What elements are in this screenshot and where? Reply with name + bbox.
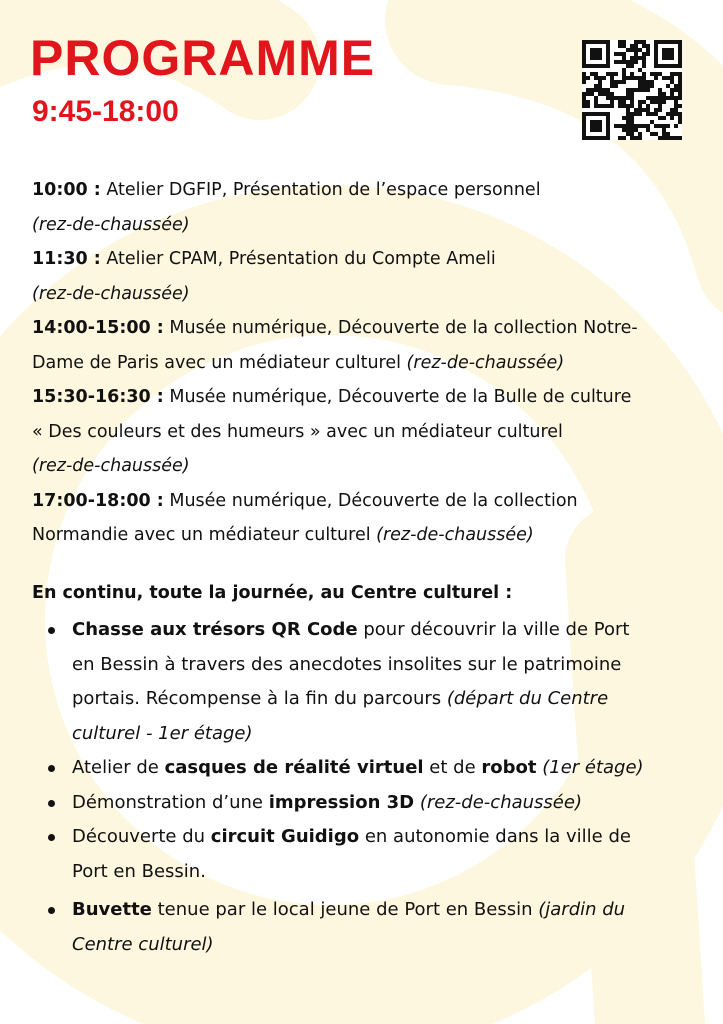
bullet-icon	[48, 834, 55, 841]
schedule-location: (rez-de-chaussée)	[32, 456, 190, 476]
schedule-entry	[32, 173, 692, 242]
schedule-text: Musée numérique, Découverte de la collection Notre-	[169, 318, 638, 338]
schedule-location: (rez-de-chaussée)	[32, 283, 190, 304]
list-item	[32, 786, 702, 821]
list-text: portais. Récompense à la fin du parcours	[72, 688, 447, 709]
list-line	[72, 648, 702, 683]
schedule-line	[32, 208, 692, 243]
list-line	[72, 786, 702, 821]
schedule-line	[32, 311, 692, 346]
list-text: en Bessin à travers des anecdotes insolites sur le patrimoine	[72, 653, 622, 675]
list-line	[72, 717, 702, 752]
schedule-line	[32, 242, 692, 277]
list-location: Centre culturel)	[72, 933, 214, 955]
schedule-text: « Des couleurs et des humeurs » avec un médiateur culturel	[32, 421, 563, 442]
list-item	[32, 613, 702, 751]
bullet-icon	[48, 907, 55, 914]
list-line	[72, 682, 702, 717]
schedule-location: (rez-de-chaussée)	[32, 214, 190, 235]
bullet-icon	[48, 765, 55, 772]
schedule-entry	[32, 242, 692, 311]
schedule-line	[32, 415, 692, 450]
list-line	[72, 613, 702, 648]
schedule-line	[32, 173, 692, 208]
list-text: Découverte du	[72, 826, 211, 847]
schedule-line	[32, 380, 692, 415]
list-line	[72, 893, 702, 928]
list-text: en autonomie dans la ville de	[359, 826, 631, 847]
schedule-time: 11:30 :	[32, 249, 101, 269]
list-location: (rez-de-chaussée)	[419, 791, 582, 813]
list-location: culturel - 1er étage)	[72, 722, 253, 744]
schedule-text: Dame de Paris avec un médiateur culturel	[32, 352, 407, 373]
list-text: pour découvrir la ville de Port	[357, 619, 630, 640]
list-line	[72, 855, 702, 890]
schedule-line	[32, 277, 692, 312]
schedule-time: 15:30-16:30 :	[32, 387, 164, 407]
list-location: (1er étage)	[542, 757, 644, 778]
schedule-entry	[32, 484, 692, 553]
list-text: Port en Bessin.	[72, 860, 206, 882]
list-text: et de	[423, 757, 482, 778]
schedule-line	[32, 449, 692, 484]
schedule-location: (rez-de-chaussée)	[376, 525, 534, 545]
list-item	[32, 820, 702, 889]
list-item	[32, 893, 702, 962]
event-hours: 9:45-18:00	[32, 95, 179, 128]
schedule-location: (rez-de-chaussée)	[406, 352, 565, 373]
list-location: (départ du Centre	[446, 688, 609, 709]
schedule-list	[32, 173, 692, 553]
bullet-icon	[48, 627, 55, 634]
schedule-text: Musée numérique, Découverte de la collection	[169, 490, 578, 511]
schedule-time: 14:00-15:00 :	[32, 318, 164, 338]
list-line	[72, 751, 702, 786]
schedule-entry	[32, 311, 692, 380]
schedule-text: Normandie avec un médiateur culturel	[32, 525, 377, 545]
schedule-entry	[32, 380, 692, 484]
schedule-line	[32, 484, 692, 519]
continuous-list	[32, 613, 702, 962]
list-item	[32, 751, 702, 786]
highlight-text: impression 3D	[268, 791, 415, 813]
list-text: Atelier de	[72, 757, 165, 778]
list-text: tenue par le local jeune de Port en Bessin	[151, 899, 539, 920]
schedule-time: 17:00-18:00 :	[32, 490, 164, 511]
list-line	[72, 928, 702, 963]
highlight-text: casques de réalité virtuel	[164, 757, 424, 778]
schedule-time: 10:00 :	[32, 180, 101, 200]
highlight-text: circuit Guidigo	[210, 826, 360, 847]
schedule-text: Atelier DGFIP, Présentation de l’espace personnel	[106, 180, 541, 200]
continuous-title: En continu, toute la journée, au Centre culturel :	[32, 583, 513, 603]
list-text: Démonstration d’une	[72, 791, 269, 813]
schedule-text: Musée numérique, Découverte de la Bulle de culture	[169, 387, 632, 407]
highlight-text: Chasse aux trésors QR Code	[72, 619, 358, 640]
qr-code-icon[interactable]	[582, 40, 682, 140]
list-line	[72, 820, 702, 855]
schedule-line	[32, 518, 692, 553]
schedule-text: Atelier CPAM, Présentation du Compte Ameli	[106, 249, 496, 269]
highlight-text: robot	[481, 757, 537, 778]
list-location: (jardin du	[538, 899, 626, 920]
highlight-text: Buvette	[72, 899, 152, 920]
schedule-line	[32, 346, 692, 381]
bullet-icon	[48, 800, 55, 807]
page-title: PROGRAMME	[30, 30, 376, 86]
